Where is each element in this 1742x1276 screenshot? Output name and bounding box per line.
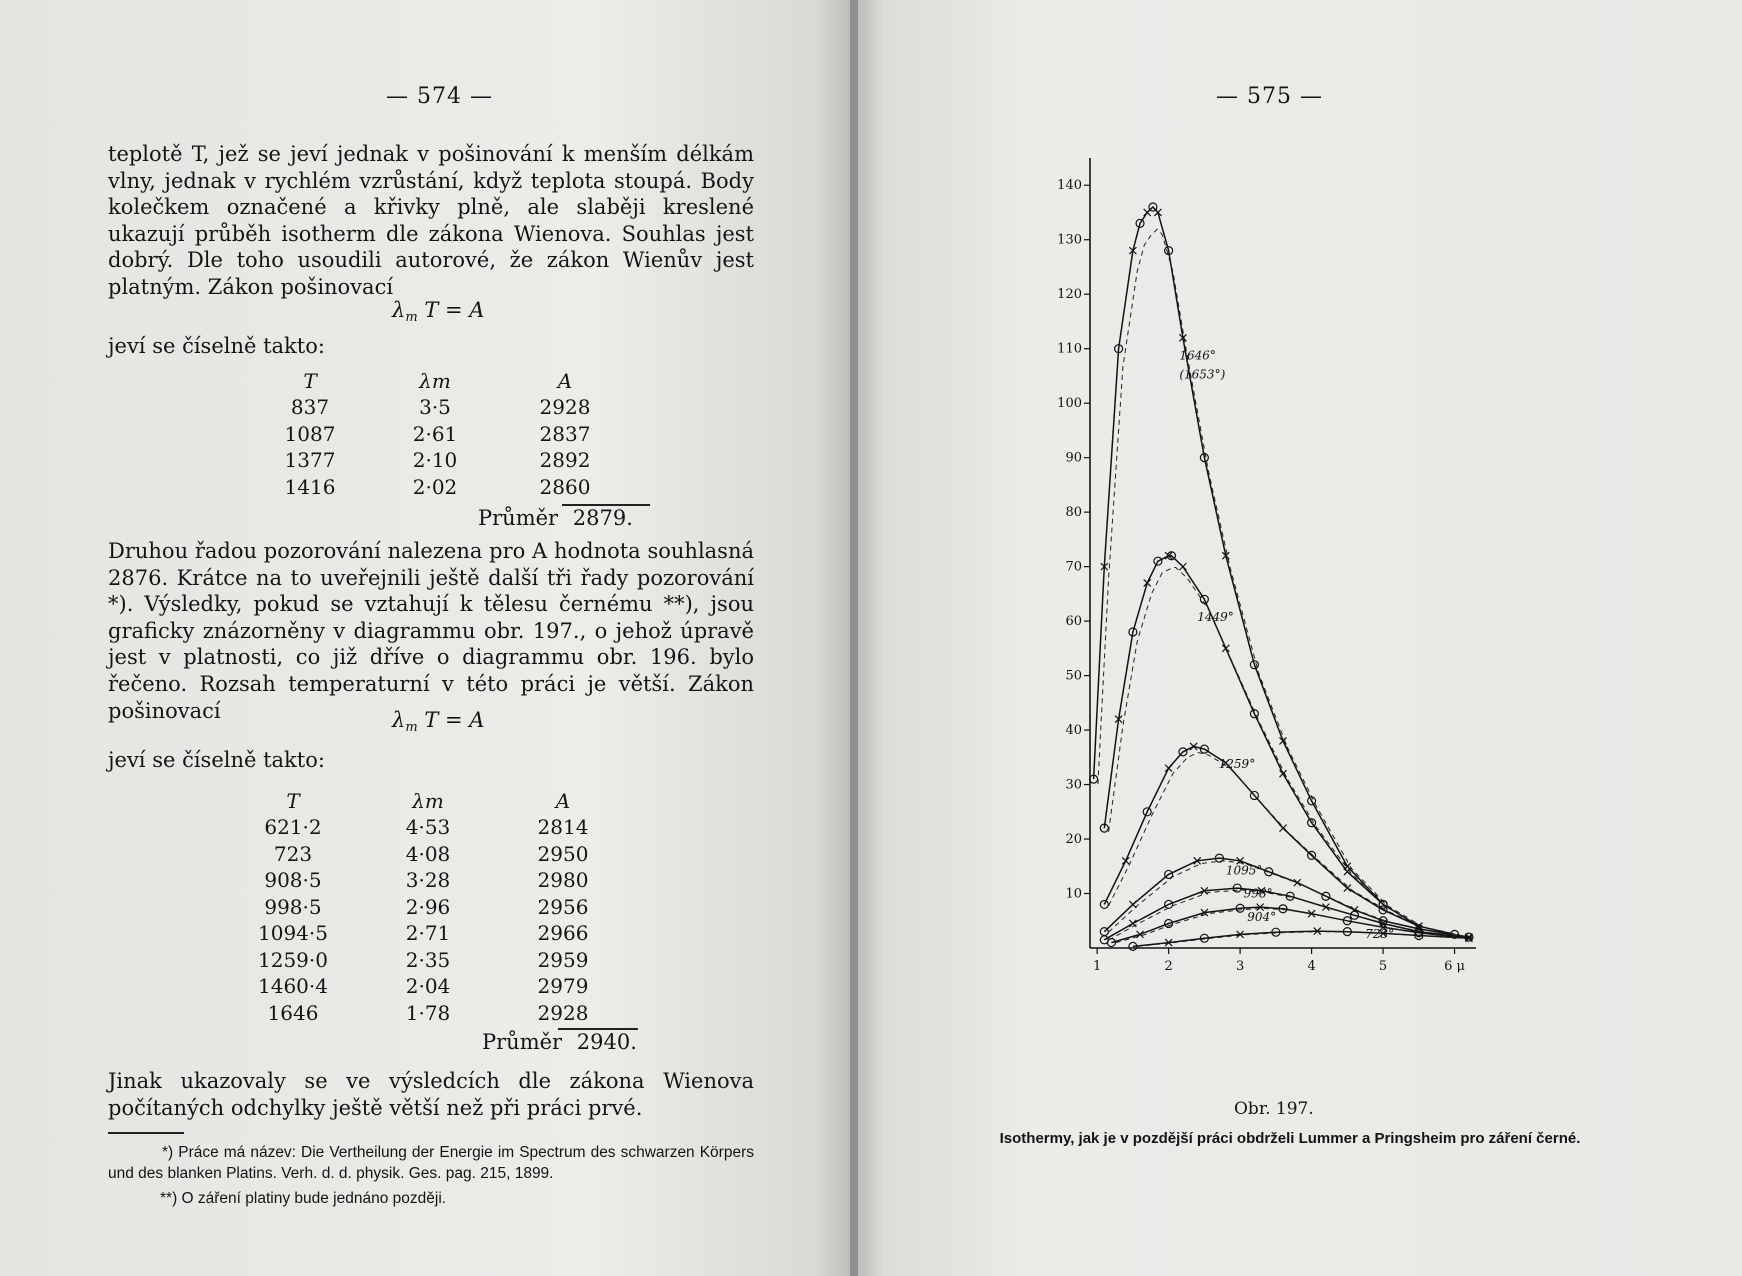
cell-a: 2956 xyxy=(537,894,589,919)
table-1 xyxy=(250,368,630,500)
lead-in-2: jeví se číselně takto: xyxy=(108,748,325,772)
lead-in-1: jeví se číselně takto: xyxy=(108,334,325,358)
table-row xyxy=(228,920,628,947)
curve-label-text: 998° xyxy=(1243,886,1273,901)
page-number-left: — 574 — xyxy=(386,84,493,109)
x-axis-ticks xyxy=(1093,948,1465,974)
x-tick-label: 2 xyxy=(1164,959,1173,974)
curve-labels xyxy=(1179,349,1394,942)
data-point-cross xyxy=(1222,645,1229,652)
table-1-header-t: T xyxy=(303,369,317,393)
series-dashed-line xyxy=(1098,229,1388,905)
table-row xyxy=(250,421,630,448)
mean-label: Průměr xyxy=(478,506,559,530)
cell-t: 1377 xyxy=(284,448,336,473)
cell-a: 2950 xyxy=(537,841,589,866)
x-tick-label: 6 μ xyxy=(1444,959,1465,974)
footnote-1: *) Práce má název: Die Vertheilung der Energie im Spectrum des schwarzen Körpers und des blanken Platins. Verh. d. d. physik. Ges. pag. 215, 1899. xyxy=(108,1144,754,1182)
curve-label-text: 904° xyxy=(1247,909,1277,924)
isotherm-chart xyxy=(1036,150,1486,1095)
y-tick-label: 130 xyxy=(1057,232,1082,248)
data-point-cross xyxy=(1179,563,1186,570)
cell-lambda: 2·35 xyxy=(405,947,451,972)
cell-t: 837 xyxy=(290,395,330,420)
series-dashed-line xyxy=(1109,568,1424,927)
series-1646° xyxy=(1090,203,1388,908)
cell-lambda: 2·96 xyxy=(405,894,451,919)
formula-2-text: $\lambda_m$ T = A xyxy=(392,708,485,735)
table-row xyxy=(228,841,628,868)
chart-axes xyxy=(1090,158,1476,948)
cell-t: 1087 xyxy=(284,421,336,446)
chart-series xyxy=(1090,203,1474,950)
y-tick-label: 100 xyxy=(1057,396,1082,412)
data-point-cross xyxy=(1294,879,1301,886)
y-tick-label: 120 xyxy=(1057,287,1082,303)
footnote-rule xyxy=(108,1132,184,1134)
curve-label-text: 1449° xyxy=(1197,610,1234,625)
table-1-header xyxy=(250,368,630,394)
cell-a: 2928 xyxy=(537,1000,589,1025)
cell-lambda: 2·02 xyxy=(412,474,458,499)
cell-a: 2814 xyxy=(537,815,589,840)
y-tick-label: 110 xyxy=(1057,341,1082,357)
cell-lambda: 2·04 xyxy=(405,974,451,999)
bleed-through-text xyxy=(110,300,115,326)
table-2-header-lambda: λm xyxy=(412,789,444,813)
table-row xyxy=(228,867,628,894)
y-tick-label: 80 xyxy=(1065,505,1082,521)
table-row xyxy=(228,1000,628,1027)
y-tick-label: 40 xyxy=(1065,723,1082,739)
cell-lambda: 4·53 xyxy=(405,815,451,840)
x-tick-label: 4 xyxy=(1307,959,1316,974)
cell-lambda: 1·78 xyxy=(405,1000,451,1025)
y-tick-label: 90 xyxy=(1065,450,1082,466)
table-row xyxy=(250,394,630,421)
cell-a: 2860 xyxy=(539,474,591,499)
cell-t: 908·5 xyxy=(264,868,322,893)
x-tick-label: 5 xyxy=(1378,959,1388,974)
cell-a: 2979 xyxy=(537,974,589,999)
series-line xyxy=(1094,207,1384,904)
table-2-header-a: A xyxy=(555,789,571,813)
paragraph-3: Jinak ukazovaly se ve výsledcích dle zákona Wienova počítaných odchylky ještě větší než při práci prvé. xyxy=(108,1069,754,1120)
paragraph-2: Druhou řadou pozorování nalezena pro A hodnota souhlasná 2876. Krátce na to uveřejnili ještě další tři řady pozorování *). Výsledky, pokud se vztahují k tělesu černému **), jsou graficky znázorněny v diagrammu obr. 197., o jehož úpravě jest v platnosti, co již dříve o diagrammu obr. 196. bylo řečeno. Rozsah temperaturní v této práci je větší. Zákon pošinovací xyxy=(108,539,754,723)
table-1-mean xyxy=(478,506,633,530)
cell-t: 1646 xyxy=(267,1000,319,1025)
data-point-cross xyxy=(1122,857,1129,864)
cell-lambda: 3·28 xyxy=(405,868,451,893)
cell-lambda: 2·61 xyxy=(412,421,458,446)
mean-value: 2879. xyxy=(572,506,633,530)
table-row xyxy=(228,947,628,974)
data-point-cross xyxy=(1165,765,1172,772)
table-row xyxy=(250,474,630,501)
cell-t: 723 xyxy=(273,841,313,866)
table-2-header xyxy=(228,788,628,814)
data-point-cross xyxy=(1280,825,1287,832)
cell-a: 2959 xyxy=(537,947,589,972)
cell-t: 621·2 xyxy=(264,815,322,840)
y-tick-label: 140 xyxy=(1057,178,1082,194)
formula-1-text: $\lambda_m$ T = A xyxy=(392,298,485,325)
series-dashed-line xyxy=(1109,753,1459,935)
y-tick-label: 70 xyxy=(1065,559,1082,575)
mean-label: Průměr xyxy=(482,1030,563,1054)
page-number-right: — 575 — xyxy=(1216,84,1323,109)
table-row xyxy=(250,447,630,474)
figure-number: Obr. 197. xyxy=(1234,1099,1314,1119)
y-tick-label: 10 xyxy=(1065,886,1082,902)
table-1-header-a: A xyxy=(557,369,573,393)
footnote-2: **) O záření platiny bude jednáno později. xyxy=(160,1190,447,1207)
cell-lambda: 4·08 xyxy=(405,841,451,866)
formula-2 xyxy=(392,708,484,735)
data-point-cross xyxy=(1129,901,1136,908)
figure-caption: Isothermy, jak je v pozdější práci obdrželi Lummer a Pringsheim pro záření černé. xyxy=(999,1130,1581,1147)
x-tick-label: 3 xyxy=(1235,959,1245,974)
y-axis-ticks xyxy=(1057,178,1090,901)
y-tick-label: 30 xyxy=(1065,777,1082,793)
y-tick-label: 50 xyxy=(1065,668,1082,684)
table-2 xyxy=(228,788,628,1026)
table-row xyxy=(228,894,628,921)
data-point-circle xyxy=(1100,900,1108,908)
cell-a: 2928 xyxy=(539,395,591,420)
table-1-header-lambda: λm xyxy=(419,369,451,393)
cell-a: 2892 xyxy=(539,448,591,473)
curve-label-text: 1095° xyxy=(1225,863,1263,878)
table-2-header-t: T xyxy=(286,789,300,813)
y-tick-label: 20 xyxy=(1065,832,1082,848)
table-row xyxy=(228,814,628,841)
cell-t: 1094·5 xyxy=(258,921,328,946)
cell-lambda: 2·10 xyxy=(412,448,458,473)
cell-t: 1259·0 xyxy=(258,947,328,972)
cell-t: 1460·4 xyxy=(258,974,328,999)
cell-a: 2966 xyxy=(537,921,589,946)
formula-1 xyxy=(392,298,484,325)
data-point-cross xyxy=(1280,737,1287,744)
curve-label-text: 723° xyxy=(1365,927,1395,942)
data-point-cross xyxy=(1129,920,1136,927)
cell-a: 2980 xyxy=(537,868,589,893)
book-gutter xyxy=(850,0,858,1276)
curve-label-text: 1646° xyxy=(1179,348,1216,363)
data-point-cross xyxy=(1280,770,1287,777)
cell-lambda: 3·5 xyxy=(419,395,451,420)
cell-a: 2837 xyxy=(539,421,591,446)
left-page xyxy=(0,0,850,1276)
table-row xyxy=(228,973,628,1000)
cell-t: 998·5 xyxy=(264,894,322,919)
table-2-mean xyxy=(482,1030,637,1054)
x-tick-label: 1 xyxy=(1093,959,1102,974)
paragraph-1: teplotě T, jež se jeví jednak v pošinování k menším délkám vlny, jednak v rychlém vzrůstání, když teplota stoupá. Body kolečkem označené a křivky plně, ale slaběji kreslené ukazují průběh isotherm dle zákona Wienova. Souhlas jest dobrý. Dle toho usoudili autorové, že zákon Wienův jest platným. Zákon pošinovací xyxy=(108,142,754,299)
curve-label-text: 1259° xyxy=(1218,757,1256,772)
mean-value: 2940. xyxy=(576,1030,637,1054)
curve-label-text: (1653°) xyxy=(1179,367,1226,382)
cell-t: 1416 xyxy=(284,474,336,499)
y-tick-label: 60 xyxy=(1065,614,1082,630)
cell-lambda: 2·71 xyxy=(405,921,451,946)
